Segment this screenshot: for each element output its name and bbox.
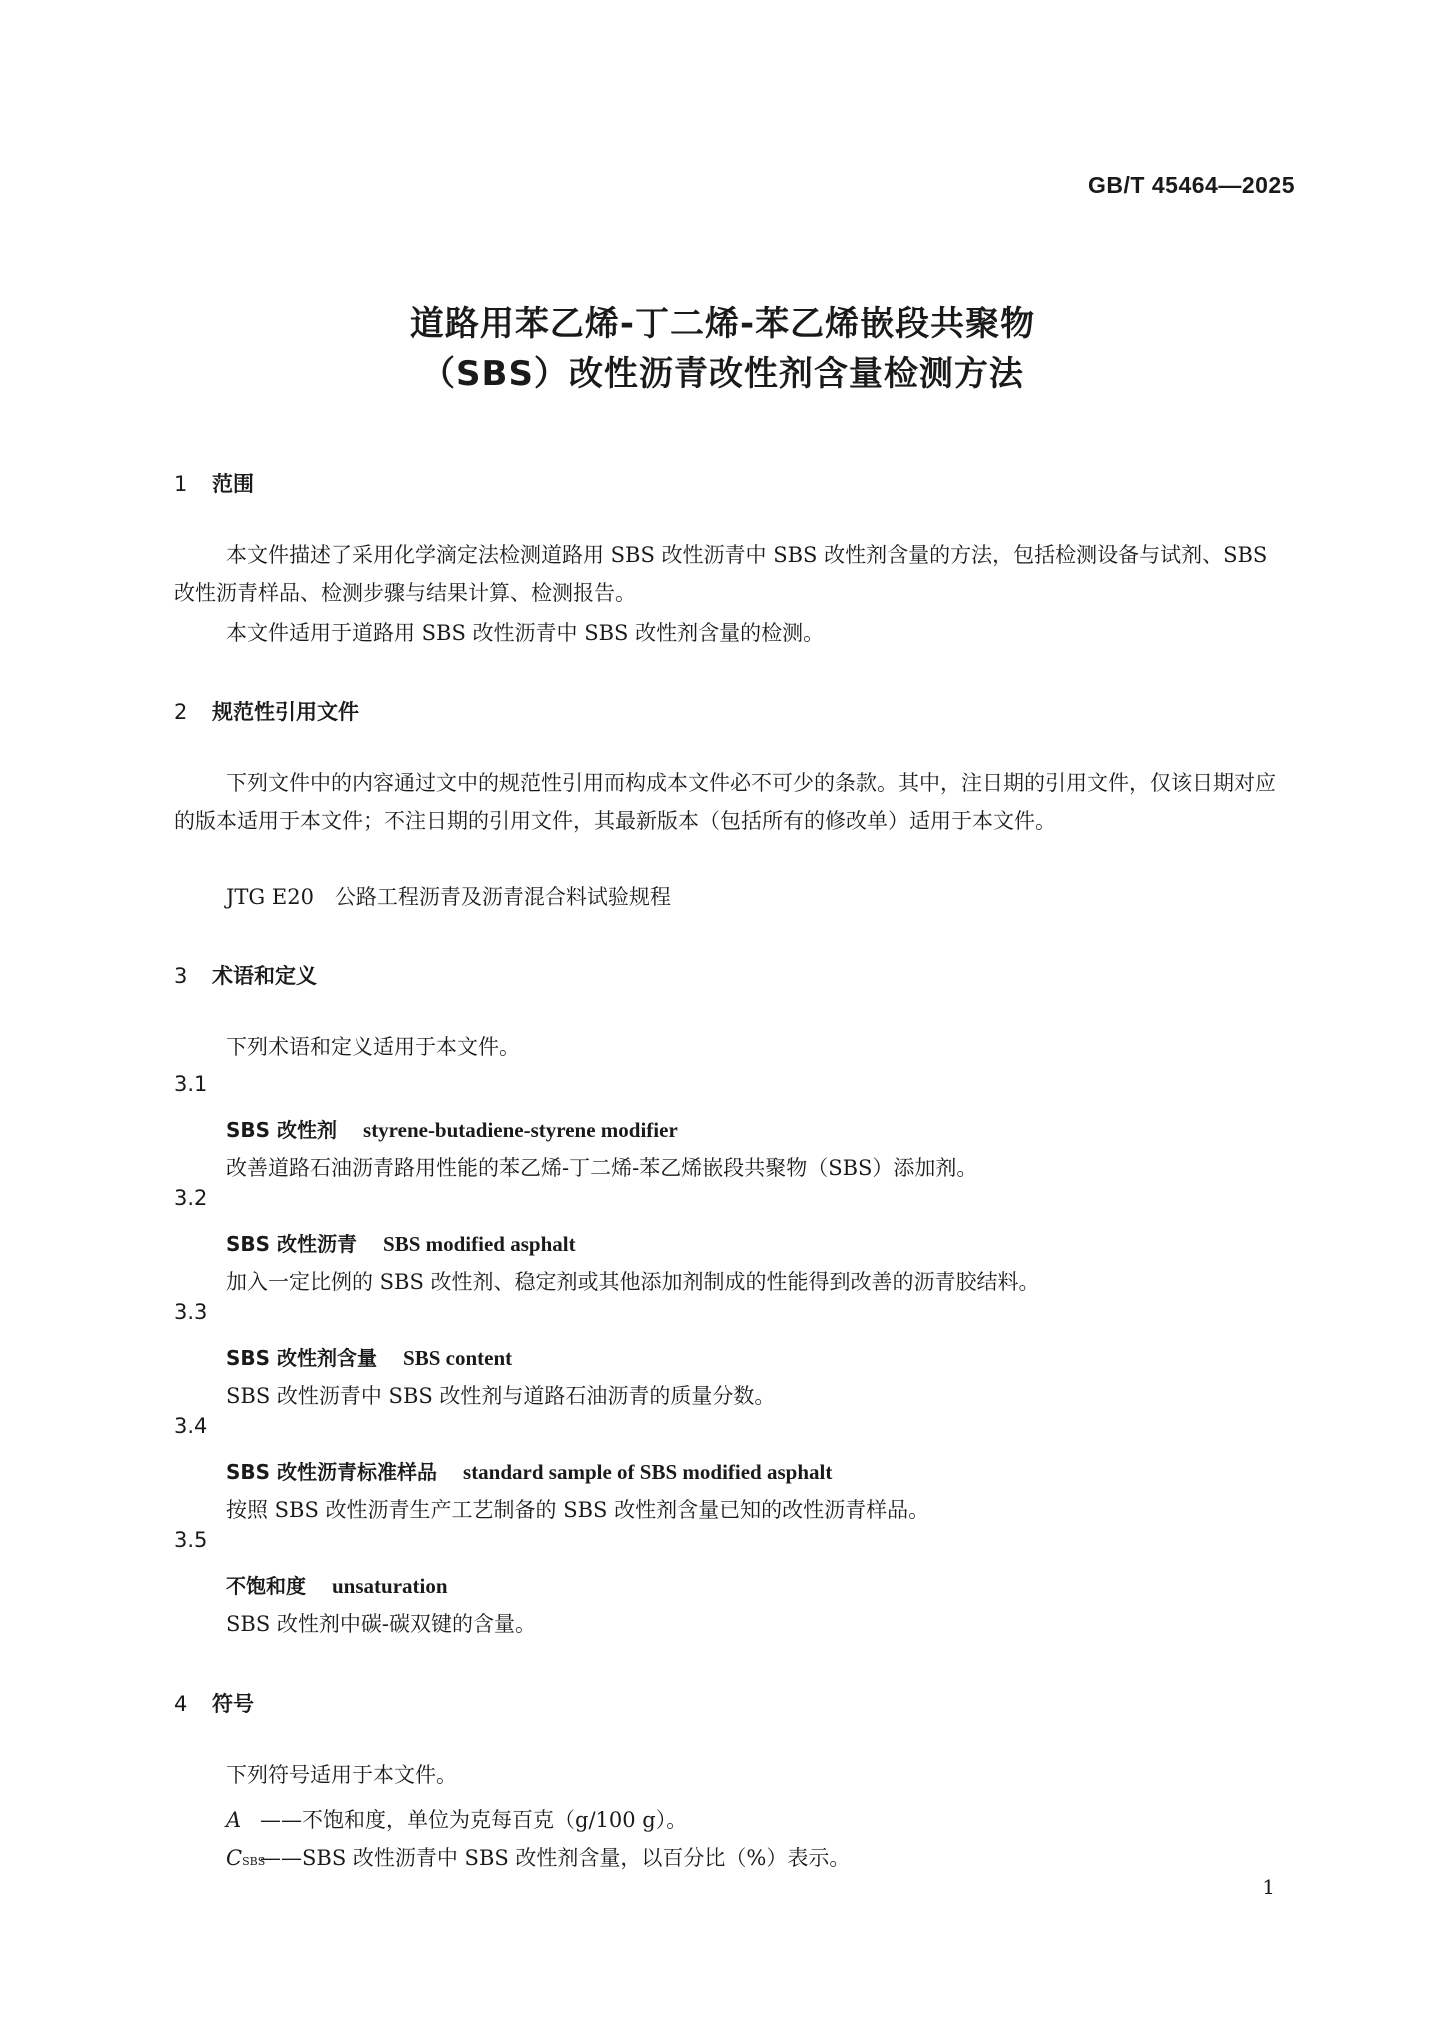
normative-reference: JTG E20 公路工程沥青及沥青混合料试验规程 (226, 885, 671, 909)
section-3-intro: 下列术语和定义适用于本文件。 (226, 1035, 520, 1059)
term-en: styrene-butadiene-styrene modifier (363, 1118, 678, 1142)
term-number: 3.3 (174, 1300, 208, 1324)
section-1-paragraph-2: 本文件适用于道路用 SBS 改性沥青中 SBS 改性剂含量的检测。 (226, 621, 825, 645)
section-1-heading (174, 468, 254, 498)
term-definition: SBS 改性沥青中 SBS 改性剂与道路石油沥青的质量分数。 (226, 1384, 776, 1408)
term-number: 3.5 (174, 1528, 208, 1552)
symbol-variable: A (226, 1808, 242, 1832)
document-title-line1: 道路用苯乙烯-丁二烯-苯乙烯嵌段共聚物 (409, 304, 1036, 344)
term-zh: SBS 改性剂 (226, 1118, 338, 1142)
section-4-heading (174, 1688, 254, 1718)
section-1-paragraph-1: 本文件描述了采用化学滴定法检测道路用 SBS 改性沥青中 SBS 改性剂含量的方法，包括检测设备与试剂、SBS 改性沥青样品、检测步骤与结果计算、检测报告。 (174, 543, 1268, 605)
symbol-description: ——不饱和度，单位为克每百克（g/100 g）。 (260, 1808, 688, 1832)
standard-number: GB/T 45464—2025 (1088, 172, 1295, 198)
section-title: 规范性引用文件 (212, 700, 359, 724)
term-title (226, 1342, 512, 1371)
symbol-definition (226, 1842, 850, 1872)
symbol-description: ——SBS 改性沥青中 SBS 改性剂含量，以百分比（%）表示。 (260, 1846, 851, 1870)
document-title-line2: （SBS）改性沥青改性剂含量检测方法 (421, 354, 1024, 394)
section-number: 4 (174, 1692, 188, 1716)
term-zh: SBS 改性沥青标准样品 (226, 1460, 438, 1484)
term-en: SBS modified asphalt (383, 1232, 576, 1256)
symbol-subscript: SBS (242, 1855, 266, 1868)
term-zh: SBS 改性沥青 (226, 1232, 358, 1256)
term-zh: 不饱和度 (226, 1574, 306, 1598)
term-definition: 按照 SBS 改性沥青生产工艺制备的 SBS 改性剂含量已知的改性沥青样品。 (226, 1498, 930, 1522)
term-definition: 加入一定比例的 SBS 改性剂、稳定剂或其他添加剂制成的性能得到改善的沥青胶结料。 (226, 1270, 1040, 1294)
symbol-definition (226, 1804, 687, 1834)
section-title: 符号 (212, 1692, 254, 1716)
symbol-letter: C (226, 1846, 243, 1870)
section-2-heading (174, 696, 359, 726)
term-number: 3.1 (174, 1072, 208, 1096)
term-definition: 改善道路石油沥青路用性能的苯乙烯-丁二烯-苯乙烯嵌段共聚物（SBS）添加剂。 (226, 1156, 978, 1180)
section-2-paragraph: 下列文件中的内容通过文中的规范性引用而构成本文件必不可少的条款。其中，注日期的引用文件，仅该日期对应的版本适用于本文件；不注日期的引用文件，其最新版本（包括所有的修改单）适用于本文件。 (174, 771, 1276, 833)
term-number: 3.4 (174, 1414, 208, 1438)
term-zh: SBS 改性剂含量 (226, 1346, 378, 1370)
term-title (226, 1228, 576, 1257)
term-title (226, 1114, 678, 1143)
term-definition: SBS 改性剂中碳-碳双键的含量。 (226, 1612, 536, 1636)
term-en: unsaturation (332, 1574, 448, 1598)
term-en: standard sample of SBS modified asphalt (463, 1460, 833, 1484)
page-number: 1 (1262, 1875, 1275, 1899)
term-number: 3.2 (174, 1186, 208, 1210)
term-title (226, 1456, 832, 1485)
term-en: SBS content (403, 1346, 513, 1370)
section-number: 1 (174, 472, 188, 496)
section-title: 范围 (212, 472, 254, 496)
section-title: 术语和定义 (212, 964, 317, 988)
section-3-heading (174, 960, 317, 990)
section-4-intro: 下列符号适用于本文件。 (226, 1763, 457, 1787)
section-number: 3 (174, 964, 188, 988)
section-number: 2 (174, 700, 188, 724)
symbol-variable (226, 1846, 266, 1870)
term-title (226, 1570, 448, 1599)
